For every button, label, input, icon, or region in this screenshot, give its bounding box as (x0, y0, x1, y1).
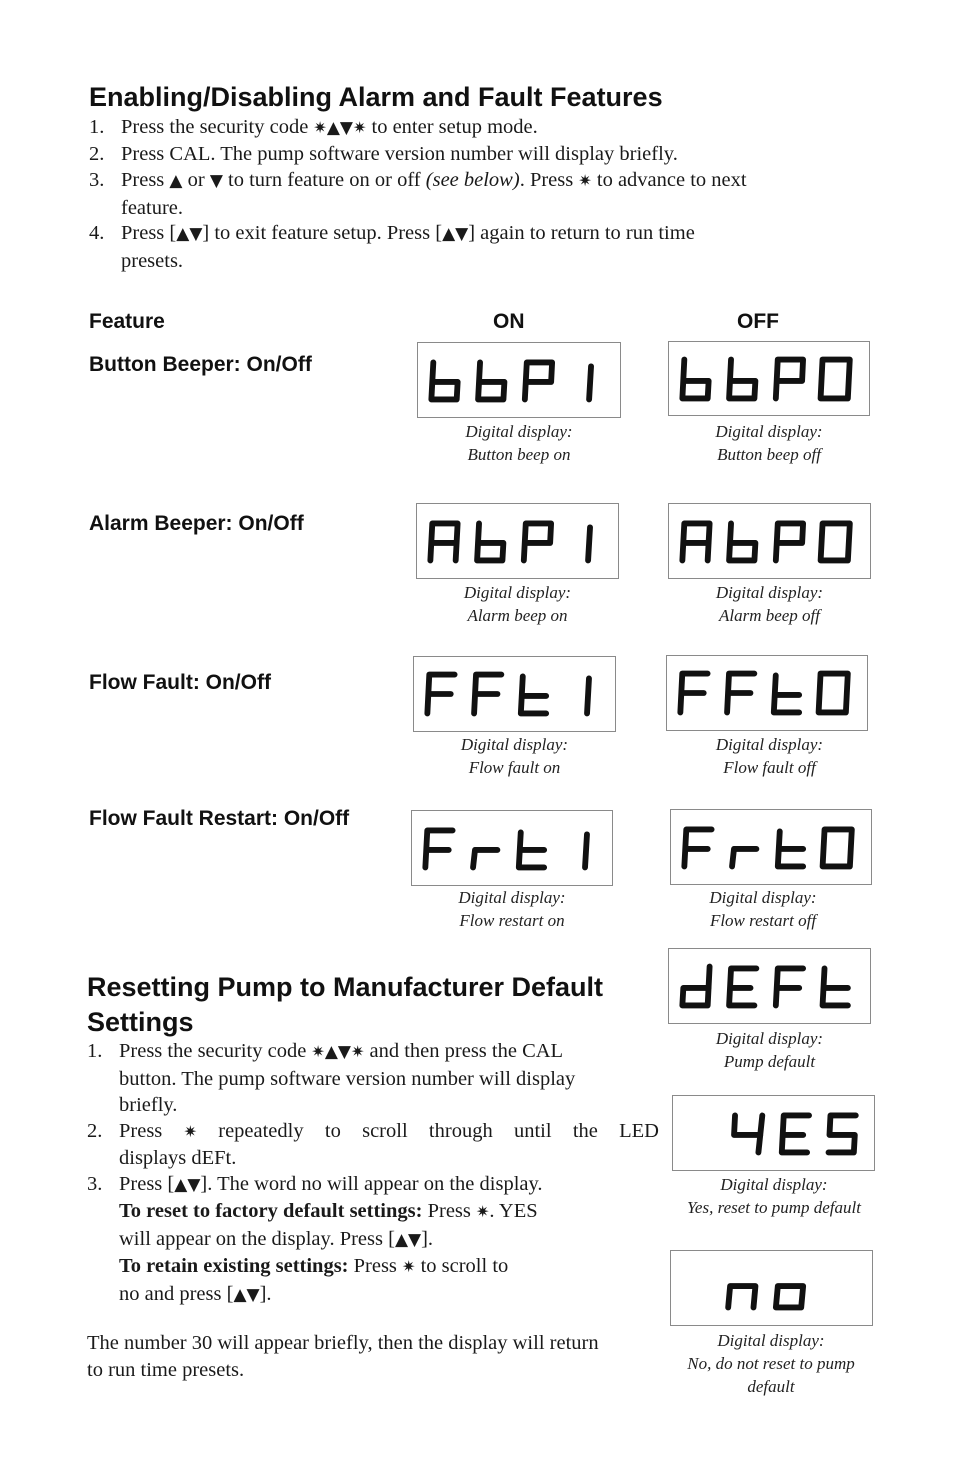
up-arrow-icon: ▲ (174, 1174, 188, 1195)
up-arrow-icon: ▲ (324, 1042, 338, 1062)
down-arrow-icon: ▼ (339, 118, 353, 138)
section-title-features: Enabling/Disabling Alarm and Fault Features (89, 82, 663, 112)
segment-readout-yes (673, 1096, 874, 1170)
up-arrow-icon: ▲ (442, 224, 456, 244)
down-arrow-icon: ▼ (246, 1284, 260, 1305)
down-arrow-icon: ▼ (209, 171, 223, 191)
up-arrow-icon: ▲ (326, 118, 340, 138)
caption-button-beep-off: Digital display: Button beep off (715, 422, 823, 464)
up-arrow-icon: ▲ (169, 171, 183, 191)
led-display-button-beep-off (668, 341, 870, 416)
segment-readout-deft (669, 949, 870, 1023)
led-display-alarm-beep-on (416, 503, 619, 579)
star-icon: ✷ (352, 118, 367, 137)
feature-label-button-beeper: Button Beeper: On/Off (89, 353, 312, 376)
caption-alarm-beep-off: Digital display: Alarm beep off (715, 583, 824, 625)
step-list-reset (87, 1038, 659, 1303)
down-arrow-icon: ▼ (408, 1229, 422, 1250)
segment-readout-bbp0 (669, 342, 869, 415)
list-item: 1. Press the security code ✷▲▼✷ to enter setup mode. (89, 116, 538, 138)
down-arrow-icon: ▼ (187, 1174, 201, 1195)
led-display-alarm-beep-off (668, 503, 871, 579)
caption-pump-default: Digital display: Pump default (715, 1029, 824, 1071)
led-display-flow-restart-off (670, 809, 872, 885)
section-title-reset: Resetting Pump to Manufacturer Default Settings (87, 972, 604, 1037)
caption-no-reset: Digital display: No, do not reset to pump default (687, 1331, 855, 1396)
list-item: 3. Press ▲ or ▼ to turn feature on or off (see below). Press ✷ to advance to next feature. (89, 169, 747, 219)
star-icon: ✷ (313, 118, 327, 137)
caption-yes-reset: Digital display: Yes, reset to pump default (687, 1175, 861, 1217)
led-display-flow-fault-on (413, 656, 616, 732)
segment-readout-fft0 (667, 656, 867, 730)
segment-readout-fft1 (414, 657, 615, 731)
segment-readout-abp0 (669, 504, 870, 578)
feature-label-alarm-beeper: Alarm Beeper: On/Off (89, 512, 304, 535)
led-display-deft (668, 948, 871, 1024)
caption-flow-fault-on: Digital display: Flow fault on (460, 735, 569, 777)
step-list-features (89, 114, 869, 273)
star-icon: ✷ (402, 1257, 416, 1276)
caption-flow-fault-off: Digital display: Flow fault off (715, 735, 824, 777)
led-display-flow-fault-off (666, 655, 868, 731)
star-icon: ✷ (350, 1042, 365, 1061)
list-item: 4. Press [▲▼] to exit feature setup. Press [▲▼] again to return to run time presets. (89, 222, 695, 272)
feature-label-flow-fault: Flow Fault: On/Off (89, 671, 271, 694)
closing-paragraph: The number 30 will appear briefly, then the display will return to run time presets. (87, 1332, 599, 1381)
down-arrow-icon: ▼ (189, 224, 203, 244)
caption-button-beep-on: Digital display: Button beep on (465, 422, 573, 464)
segment-readout-bbp1 (418, 343, 620, 417)
segment-readout-no (671, 1251, 872, 1325)
segment-readout-abp1 (417, 504, 618, 578)
star-icon: ✷ (476, 1202, 490, 1221)
led-display-no (670, 1250, 873, 1326)
up-arrow-icon: ▲ (394, 1229, 409, 1250)
caption-flow-restart-off: Digital display: Flow restart off (709, 888, 817, 930)
list-item: 3. Press [▲▼]. The word no will appear on the display. To reset to factory default settings: Press ✷. YES will appear on the display. Press [▲▼]. To retain existing settings: Press ✷ to scroll to no and press [▲▼]. (87, 1172, 543, 1305)
list-item: 1. Press the security code ✷▲▼✷ and then press the CAL button. The pump software version number will display briefly. (87, 1040, 576, 1116)
star-icon: ✷ (183, 1121, 197, 1141)
star-icon: ✷ (578, 171, 592, 190)
down-arrow-icon: ▼ (455, 224, 469, 244)
up-arrow-icon: ▲ (233, 1284, 247, 1305)
led-display-button-beep-on (417, 342, 621, 418)
column-header-feature: Feature (89, 310, 165, 333)
column-header-on: ON (493, 310, 525, 333)
star-icon: ✷ (311, 1042, 325, 1061)
feature-label-flow-fault-restart: Flow Fault Restart: On/Off (89, 807, 350, 830)
segment-readout-frt1 (412, 811, 612, 885)
led-display-flow-restart-on (411, 810, 613, 886)
list-item: 2. Press CAL. The pump software version number will display briefly. (89, 142, 678, 165)
caption-flow-restart-on: Digital display: Flow restart on (458, 888, 566, 930)
list-item: 2. Press ✷ repeatedly to scroll through until the LED displays dEFt. (87, 1119, 659, 1169)
led-display-yes (672, 1095, 875, 1171)
caption-alarm-beep-on: Digital display: Alarm beep on (463, 583, 572, 625)
segment-readout-frt0 (671, 810, 871, 884)
column-header-off: OFF (737, 310, 779, 333)
up-arrow-icon: ▲ (176, 224, 190, 244)
down-arrow-icon: ▼ (337, 1042, 351, 1062)
